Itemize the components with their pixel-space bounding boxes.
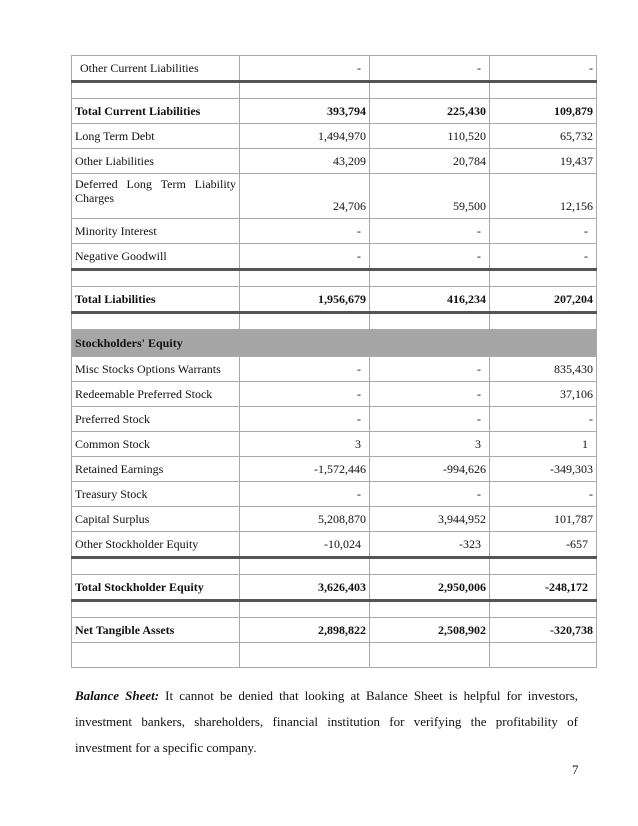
value-col-2: - (370, 382, 490, 407)
value-col-2: -323 (370, 532, 490, 558)
value-col-1: 3 (240, 432, 370, 457)
value-col-3: -320,738 (490, 618, 597, 643)
section-header-row (72, 330, 597, 357)
value-col-1: - (240, 407, 370, 432)
row-label: Preferred Stock (72, 407, 240, 432)
section-header-stockholders-equity: Stockholders' Equity (72, 330, 597, 357)
value-col-2: 20,784 (370, 149, 490, 174)
table-row (72, 457, 597, 482)
value-col-3: - (490, 56, 597, 82)
table-divider (72, 270, 597, 287)
table-row (72, 357, 597, 382)
table-divider (72, 313, 597, 330)
value-col-1: 393,794 (240, 99, 370, 124)
table-row (72, 287, 597, 313)
table-divider (72, 82, 597, 99)
row-label: Minority Interest (72, 219, 240, 244)
value-col-3: 12,156 (490, 174, 597, 219)
value-col-3: 109,879 (490, 99, 597, 124)
row-label-line-1 (75, 177, 236, 191)
value-col-3: -248,172 (490, 575, 597, 601)
value-col-3: - (490, 244, 597, 270)
row-label: Treasury Stock (72, 482, 240, 507)
value-col-2: 225,430 (370, 99, 490, 124)
value-col-3: 19,437 (490, 149, 597, 174)
row-label: Redeemable Preferred Stock (72, 382, 240, 407)
value-col-2: - (370, 407, 490, 432)
table-row-empty (72, 643, 597, 668)
value-col-3: 65,732 (490, 124, 597, 149)
table-row (72, 575, 597, 601)
value-col-1: 3,626,403 (240, 575, 370, 601)
value-col-3: - (490, 407, 597, 432)
paragraph-lead: Balance Sheet: (75, 688, 160, 703)
row-label (72, 174, 240, 219)
row-label: Other Current Liabilities (72, 56, 240, 82)
row-label: Common Stock (72, 432, 240, 457)
value-col-3: -657 (490, 532, 597, 558)
value-col-1: 1,956,679 (240, 287, 370, 313)
value-col-3: 835,430 (490, 357, 597, 382)
row-label-word: Liability (194, 177, 236, 191)
row-label: Negative Goodwill (72, 244, 240, 270)
table-row (72, 124, 597, 149)
table-row (72, 618, 597, 643)
value-col-3: -349,303 (490, 457, 597, 482)
page-number: 7 (572, 762, 579, 777)
value-col-3: 207,204 (490, 287, 597, 313)
value-col-2: 110,520 (370, 124, 490, 149)
value-col-1: - (240, 56, 370, 82)
table-row (72, 149, 597, 174)
row-label: Total Liabilities (72, 287, 240, 313)
value-col-1: 1,494,970 (240, 124, 370, 149)
row-label-line-2: Charges (75, 191, 115, 205)
value-col-1: - (240, 482, 370, 507)
value-col-2: 3 (370, 432, 490, 457)
value-col-2: 2,950,006 (370, 575, 490, 601)
table-row (72, 507, 597, 532)
value-col-2: -994,626 (370, 457, 490, 482)
value-col-2: - (370, 244, 490, 270)
value-col-2: 3,944,952 (370, 507, 490, 532)
value-col-2: 2,508,902 (370, 618, 490, 643)
row-label: Misc Stocks Options Warrants (72, 357, 240, 382)
balance-sheet-table (71, 55, 597, 668)
value-col-1: 43,209 (240, 149, 370, 174)
row-label: Long Term Debt (72, 124, 240, 149)
value-col-1: 5,208,870 (240, 507, 370, 532)
table-divider (72, 601, 597, 618)
value-col-1: - (240, 357, 370, 382)
value-col-1: 24,706 (240, 174, 370, 219)
value-col-2: - (370, 219, 490, 244)
row-label: Other Stockholder Equity (72, 532, 240, 558)
value-col-1: - (240, 219, 370, 244)
table-row (72, 174, 597, 219)
value-col-3: 101,787 (490, 507, 597, 532)
paragraph-text: It cannot be denied that looking at Balance Sheet is helpful for investors, investment bankers, shareholders, financial institution for verifying the profitability of investment for a specific company. (75, 688, 578, 755)
row-label: Other Liabilities (72, 149, 240, 174)
row-label-word: Long (126, 177, 152, 191)
value-col-3: - (490, 219, 597, 244)
row-label: Retained Earnings (72, 457, 240, 482)
table-row (72, 382, 597, 407)
value-col-2: 416,234 (370, 287, 490, 313)
table-row (72, 56, 597, 82)
value-col-1: -10,024 (240, 532, 370, 558)
table-row (72, 219, 597, 244)
row-label-word: Deferred (75, 177, 118, 191)
row-label-word: Term (160, 177, 186, 191)
table-row (72, 532, 597, 558)
row-label: Total Stockholder Equity (72, 575, 240, 601)
value-col-3: 37,106 (490, 382, 597, 407)
table-row (72, 482, 597, 507)
table-row (72, 432, 597, 457)
value-col-2: - (370, 357, 490, 382)
value-col-1: - (240, 244, 370, 270)
balance-sheet-paragraph (75, 683, 578, 761)
table-row (72, 244, 597, 270)
value-col-1: -1,572,446 (240, 457, 370, 482)
value-col-2: 59,500 (370, 174, 490, 219)
table-divider (72, 558, 597, 575)
value-col-2: - (370, 56, 490, 82)
table-row (72, 407, 597, 432)
table-row (72, 99, 597, 124)
value-col-1: 2,898,822 (240, 618, 370, 643)
value-col-3: 1 (490, 432, 597, 457)
row-label: Net Tangible Assets (72, 618, 240, 643)
value-col-3: - (490, 482, 597, 507)
value-col-1: - (240, 382, 370, 407)
value-col-2: - (370, 482, 490, 507)
row-label: Total Current Liabilities (72, 99, 240, 124)
row-label: Capital Surplus (72, 507, 240, 532)
